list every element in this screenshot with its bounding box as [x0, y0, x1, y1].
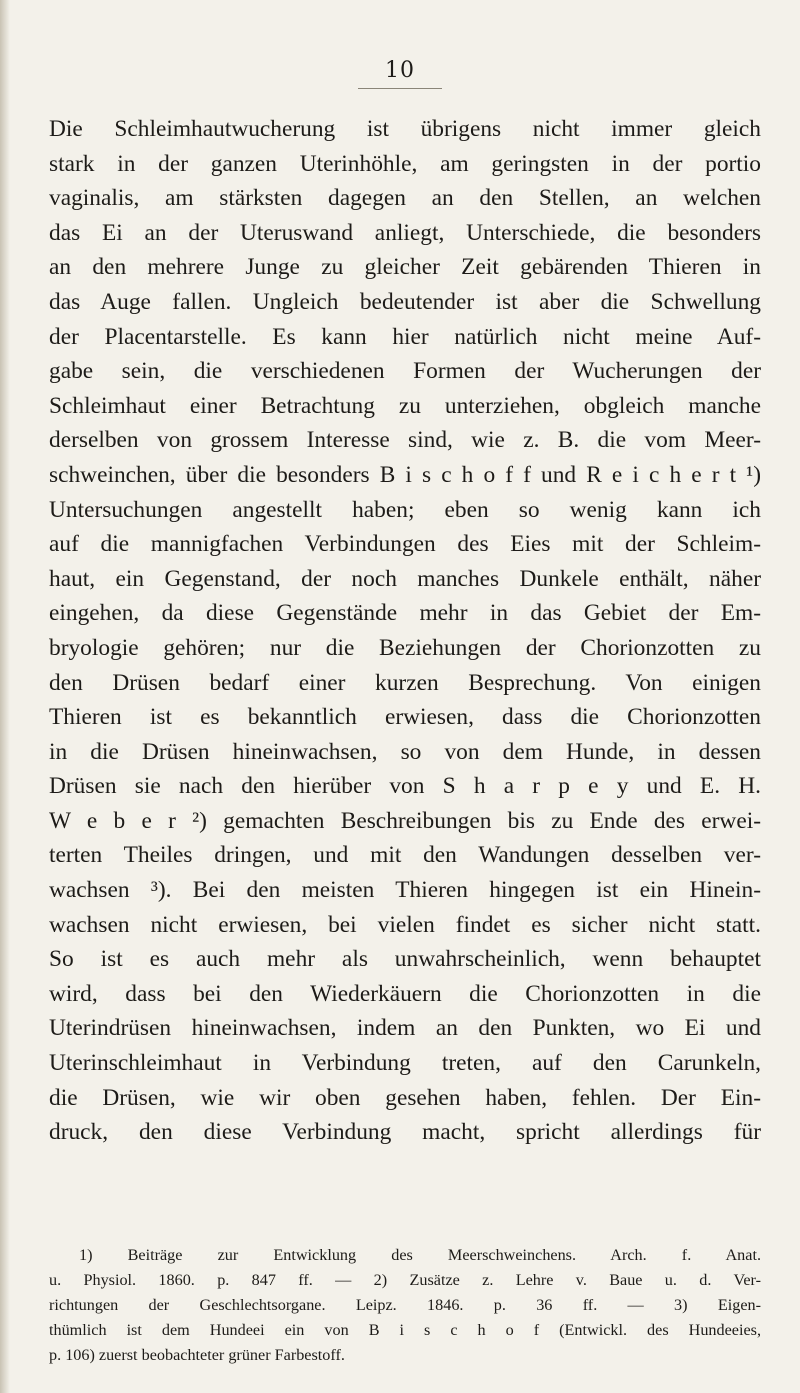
- text-line: schweinchen, über die besonders B i s c h o f f und R e i c h e r t ¹): [49, 461, 761, 488]
- footnote-line: p. 106) zuerst beobachteter grüner Farbestoff.: [49, 1346, 345, 1364]
- header-rule: [358, 88, 442, 89]
- text-line: W e b e r ²) gemachten Beschreibungen bis zu Ende des erwei-: [49, 807, 761, 834]
- text-line: terten Theiles dringen, und mit den Wandungen desselben ver-: [49, 842, 761, 869]
- page-number: 10: [385, 58, 415, 83]
- text-line: eingehen, da diese Gegenstände mehr in das Gebiet der Em-: [49, 600, 761, 627]
- text-line: an den mehrere Junge zu gleicher Zeit gebärenden Thieren in: [49, 254, 761, 281]
- text-line: in die Drüsen hineinwachsen, so von dem Hunde, in dessen: [49, 738, 761, 765]
- text-line: Die Schleimhautwucherung ist übrigens nicht immer gleich: [49, 116, 761, 142]
- page-edge-shadow: [0, 0, 10, 1393]
- text-line: das Auge fallen. Ungleich bedeutender ist aber die Schwellung: [49, 288, 761, 315]
- text-line: den Drüsen bedarf einer kurzen Besprechung. Von einigen: [49, 669, 761, 696]
- text-line: wachsen nicht erwiesen, bei vielen findet es sicher nicht statt.: [49, 911, 761, 938]
- text-line: Thieren ist es bekanntlich erwiesen, dass die Chorionzotten: [49, 704, 761, 731]
- footnote-line: thümlich ist dem Hundeei ein von B i s c h o f (Entwickl. des Hundeeies,: [49, 1321, 761, 1339]
- text-line: Uterinschleimhaut in Verbindung treten, auf den Carunkeln,: [49, 1050, 761, 1077]
- text-line: wird, dass bei den Wiederkäuern die Chorionzotten in die: [49, 980, 761, 1007]
- text-line: Uterindrüsen hineinwachsen, indem an den Punkten, wo Ei und: [49, 1015, 761, 1042]
- text-line: der Placentarstelle. Es kann hier natürlich nicht meine Auf-: [49, 323, 761, 350]
- text-line: stark in der ganzen Uterinhöhle, am geringsten in der portio: [49, 150, 761, 177]
- text-line: die Drüsen, wie wir oben gesehen haben, fehlen. Der Ein-: [49, 1084, 761, 1111]
- text-line: Schleimhaut einer Betrachtung zu unterziehen, obgleich manche: [49, 392, 761, 419]
- text-line: das Ei an der Uteruswand anliegt, Unterschiede, die besonders: [49, 219, 761, 246]
- text-line: Untersuchungen angestellt haben; eben so wenig kann ich: [49, 496, 761, 523]
- text-line: Drüsen sie nach den hierüber von S h a r p e y und E. H.: [49, 773, 761, 800]
- footnotes: [49, 1243, 761, 1368]
- footnote-line: richtungen der Geschlechtsorgane. Leipz. 1846. p. 36 ff. — 3) Eigen-: [49, 1296, 761, 1314]
- text-line: So ist es auch mehr als unwahrscheinlich, wenn behauptet: [49, 946, 761, 973]
- body-text: [49, 112, 761, 1150]
- footnote-line: 1) Beiträge zur Entwicklung des Meerschweinchens. Arch. f. Anat.: [79, 1246, 761, 1264]
- text-line: vaginalis, am stärksten dagegen an den Stellen, an welchen: [49, 185, 761, 212]
- text-line: haut, ein Gegenstand, der noch manches Dunkele enthält, näher: [49, 565, 761, 592]
- text-line: auf die mannigfachen Verbindungen des Eies mit der Schleim-: [49, 531, 761, 558]
- footnote-line: u. Physiol. 1860. p. 847 ff. — 2) Zusätze z. Lehre v. Baue u. d. Ver-: [49, 1271, 761, 1289]
- text-line: gabe sein, die verschiedenen Formen der Wucherungen der: [49, 358, 761, 385]
- text-line: bryologie gehören; nur die Beziehungen der Chorionzotten zu: [49, 634, 761, 661]
- text-line: derselben von grossem Interesse sind, wie z. B. die vom Meer-: [49, 427, 761, 454]
- text-line: druck, den diese Verbindung macht, spricht allerdings für: [49, 1119, 761, 1146]
- text-line: wachsen ³). Bei den meisten Thieren hingegen ist ein Hinein-: [49, 877, 761, 904]
